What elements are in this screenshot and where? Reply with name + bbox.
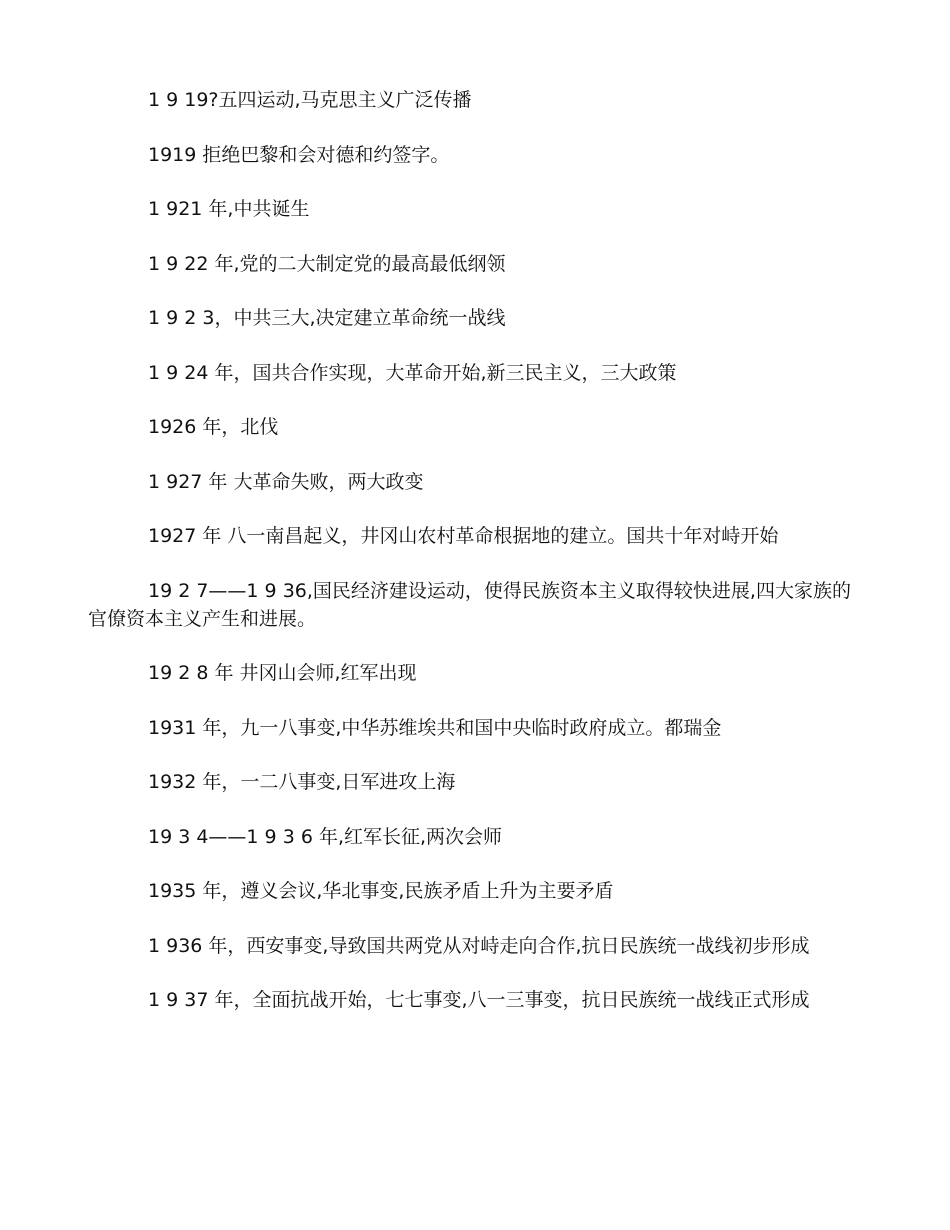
paragraph-1935: 1935 年，遵义会议,华北事变,民族矛盾上升为主要矛盾 xyxy=(148,880,614,902)
paragraph-1927-nanchang: 1927 年 八一南昌起义，井冈山农村革命根据地的建立。国共十年对峙开始 xyxy=(148,525,779,547)
paragraph-1936: 1 936 年，西安事变,导致国共两党从对峙走向合作,抗日民族统一战线初步形成 xyxy=(148,934,810,957)
paragraph-1924: 1 9 24 年，国共合作实现，大革命开始,新三民主义，三大政策 xyxy=(148,361,677,384)
paragraph-1928: 19 2 8 年 井冈山会师,红军出现 xyxy=(148,662,417,684)
paragraph-1927-1936: 19 2 7——1 9 36,国民经济建设运动，使得民族资本主义取得较快进展,四大家族的官僚资本主义产生和进展。 xyxy=(88,579,851,630)
paragraph-1922: 1 9 22 年,党的二大制定党的最高最低纲领 xyxy=(148,252,506,275)
paragraph-1927-failure: 1 927 年 大革命失败，两大政变 xyxy=(148,470,424,493)
paragraph-1937: 1 9 37 年，全面抗战开始，七七事变,八一三事变，抗日民族统一战线正式形成 xyxy=(148,989,810,1011)
paragraph-1934-1936: 19 3 4——1 9 3 6 年,红军长征,两次会师 xyxy=(148,825,503,848)
paragraph-1919-may-fourth: 1 9 19?五四运动,马克思主义广泛传播 xyxy=(148,89,472,111)
paragraph-1931: 1931 年，九一八事变,中华苏维埃共和国中央临时政府成立。都瑞金 xyxy=(148,716,722,739)
paragraph-1921: 1 921 年,中共诞生 xyxy=(148,198,310,220)
paragraph-1919-paris: 1919 拒绝巴黎和会对德和约签字。 xyxy=(148,143,450,166)
paragraph-1926: 1926 年，北伐 xyxy=(148,416,279,438)
paragraph-1932: 1932 年，一二八事变,日军进攻上海 xyxy=(148,771,456,793)
paragraph-1923: 1 9 2 3，中共三大,决定建立革命统一战线 xyxy=(148,307,506,329)
